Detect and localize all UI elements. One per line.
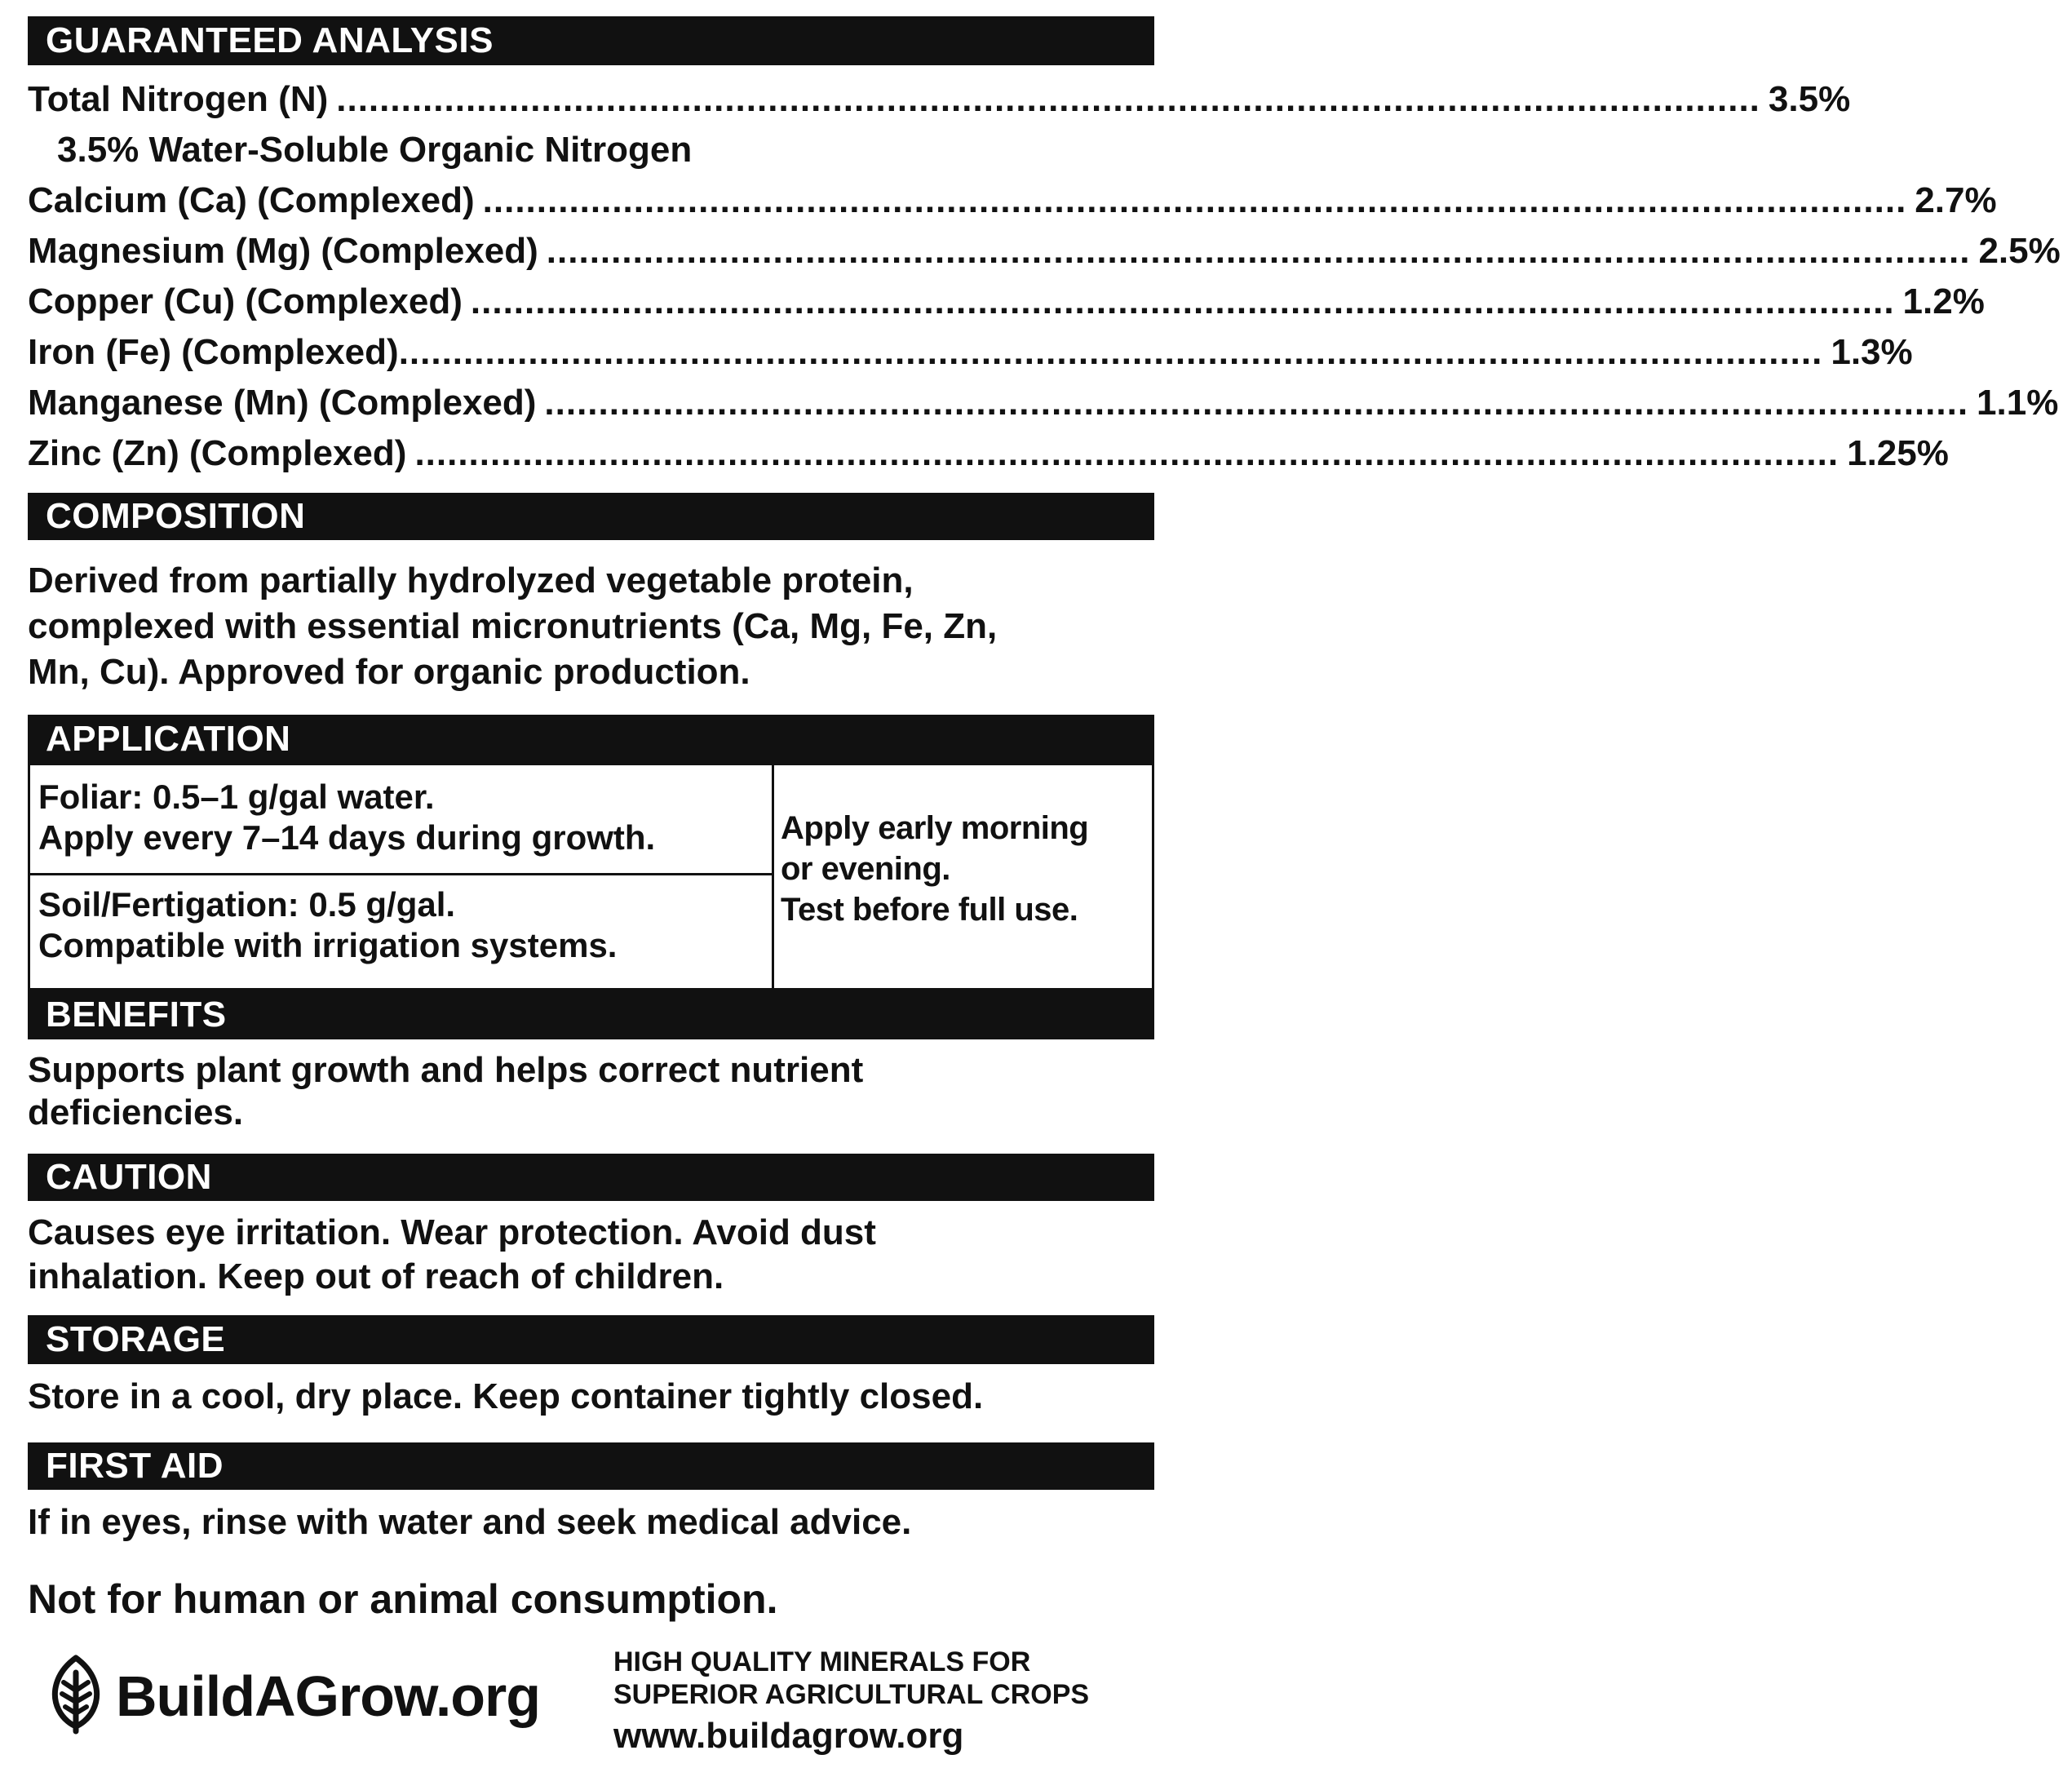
leaf-icon — [47, 1655, 104, 1737]
analysis-value: 1.25% — [1847, 433, 1949, 473]
leader-dots: .................................................................................................................................... — [544, 383, 1969, 423]
first-aid-line: If in eyes, rinse with water and seek medical advice. — [28, 1502, 912, 1542]
leader-dots: .................................................................................................................................... — [398, 332, 1823, 372]
soil-line: Compatible with irrigation systems. — [38, 926, 618, 964]
storage-heading: STORAGE — [28, 1315, 1154, 1364]
analysis-row-copper — [28, 281, 1985, 321]
foliar-line: Foliar: 0.5–1 g/gal water. — [38, 778, 435, 816]
tagline-line: HIGH QUALITY MINERALS FOR — [613, 1646, 1031, 1677]
table-divider — [30, 873, 772, 875]
table-divider — [772, 765, 774, 988]
first-aid-text — [28, 1500, 1154, 1545]
analysis-value: 3.5% — [1768, 79, 1851, 119]
logo-text: BuildAGrow.org — [116, 1664, 541, 1728]
caution-line: inhalation. Keep out of reach of children. — [28, 1256, 724, 1296]
benefits-line: deficiencies. — [28, 1092, 244, 1132]
caution-text — [28, 1211, 1154, 1299]
analysis-label: Calcium (Ca) (Complexed) — [28, 180, 475, 220]
analysis-value: 2.7% — [1915, 180, 1997, 220]
analysis-row-zinc — [28, 433, 1949, 473]
application-heading: APPLICATION — [28, 715, 1154, 764]
soil-cell — [38, 884, 617, 966]
composition-line: Mn, Cu). Approved for organic production. — [28, 652, 750, 692]
notes-line: Apply early morning — [781, 810, 1089, 846]
benefits-line: Supports plant growth and helps correct nutrient — [28, 1050, 864, 1090]
first-aid-heading: FIRST AID — [28, 1442, 1154, 1490]
consumption-warning: Not for human or animal consumption. — [28, 1576, 778, 1622]
notes-line: or evening. — [781, 851, 950, 887]
leader-dots: .................................................................................................................................... — [546, 231, 1971, 271]
soil-line: Soil/Fertigation: 0.5 g/gal. — [38, 885, 456, 924]
composition-text — [28, 558, 1154, 695]
caution-heading: CAUTION — [28, 1154, 1154, 1201]
application-notes-cell — [781, 808, 1088, 930]
analysis-label: Iron (Fe) (Complexed) — [28, 332, 399, 372]
analysis-value: 1.3% — [1831, 332, 1913, 372]
analysis-label: Copper (Cu) (Complexed) — [28, 281, 463, 321]
analysis-row-manganese — [28, 383, 2059, 423]
leader-dots: .................................................................................................................................... — [482, 180, 1907, 220]
benefits-heading: BENEFITS — [28, 990, 1154, 1039]
leader-dots: .................................................................................................................................... — [336, 79, 1760, 119]
tagline — [613, 1646, 1089, 1711]
analysis-label: Total Nitrogen (N) — [28, 79, 329, 119]
analysis-value: 1.2% — [1902, 281, 1985, 321]
leader-dots: .................................................................................................................................... — [470, 281, 1895, 321]
analysis-row-magnesium — [28, 231, 2061, 271]
tagline-line: SUPERIOR AGRICULTURAL CROPS — [613, 1679, 1090, 1710]
storage-text — [28, 1374, 1154, 1420]
analysis-value: 2.5% — [1978, 231, 2061, 271]
analysis-label: Manganese (Mn) (Complexed) — [28, 383, 537, 423]
leader-dots: .................................................................................................................................... — [414, 433, 1840, 473]
analysis-value: 1.1% — [1977, 383, 2059, 423]
foliar-line: Apply every 7–14 days during growth. — [38, 818, 656, 857]
composition-line: complexed with essential micronutrients (Ca, Mg, Fe, Zn, — [28, 606, 998, 646]
website-link[interactable]: www.buildagrow.org — [613, 1716, 964, 1756]
analysis-label: Magnesium (Mg) (Complexed) — [28, 231, 538, 271]
application-table — [28, 763, 1154, 990]
analysis-row-calcium — [28, 180, 1997, 220]
nitrogen-note: 3.5% Water-Soluble Organic Nitrogen — [57, 130, 693, 170]
foliar-cell — [38, 777, 655, 858]
analysis-label: Zinc (Zn) (Complexed) — [28, 433, 407, 473]
brand-logo — [47, 1655, 540, 1737]
composition-line: Derived from partially hydrolyzed vegetable protein, — [28, 561, 914, 600]
notes-line: Test before full use. — [781, 892, 1078, 928]
caution-line: Causes eye irritation. Wear protection. Avoid dust — [28, 1212, 876, 1252]
analysis-row-nitrogen — [28, 79, 1851, 119]
benefits-text — [28, 1049, 1154, 1134]
analysis-row-iron — [28, 332, 1913, 372]
guaranteed-analysis-heading: GUARANTEED ANALYSIS — [28, 16, 1154, 65]
storage-line: Store in a cool, dry place. Keep container tightly closed. — [28, 1376, 984, 1416]
composition-heading: COMPOSITION — [28, 493, 1154, 540]
